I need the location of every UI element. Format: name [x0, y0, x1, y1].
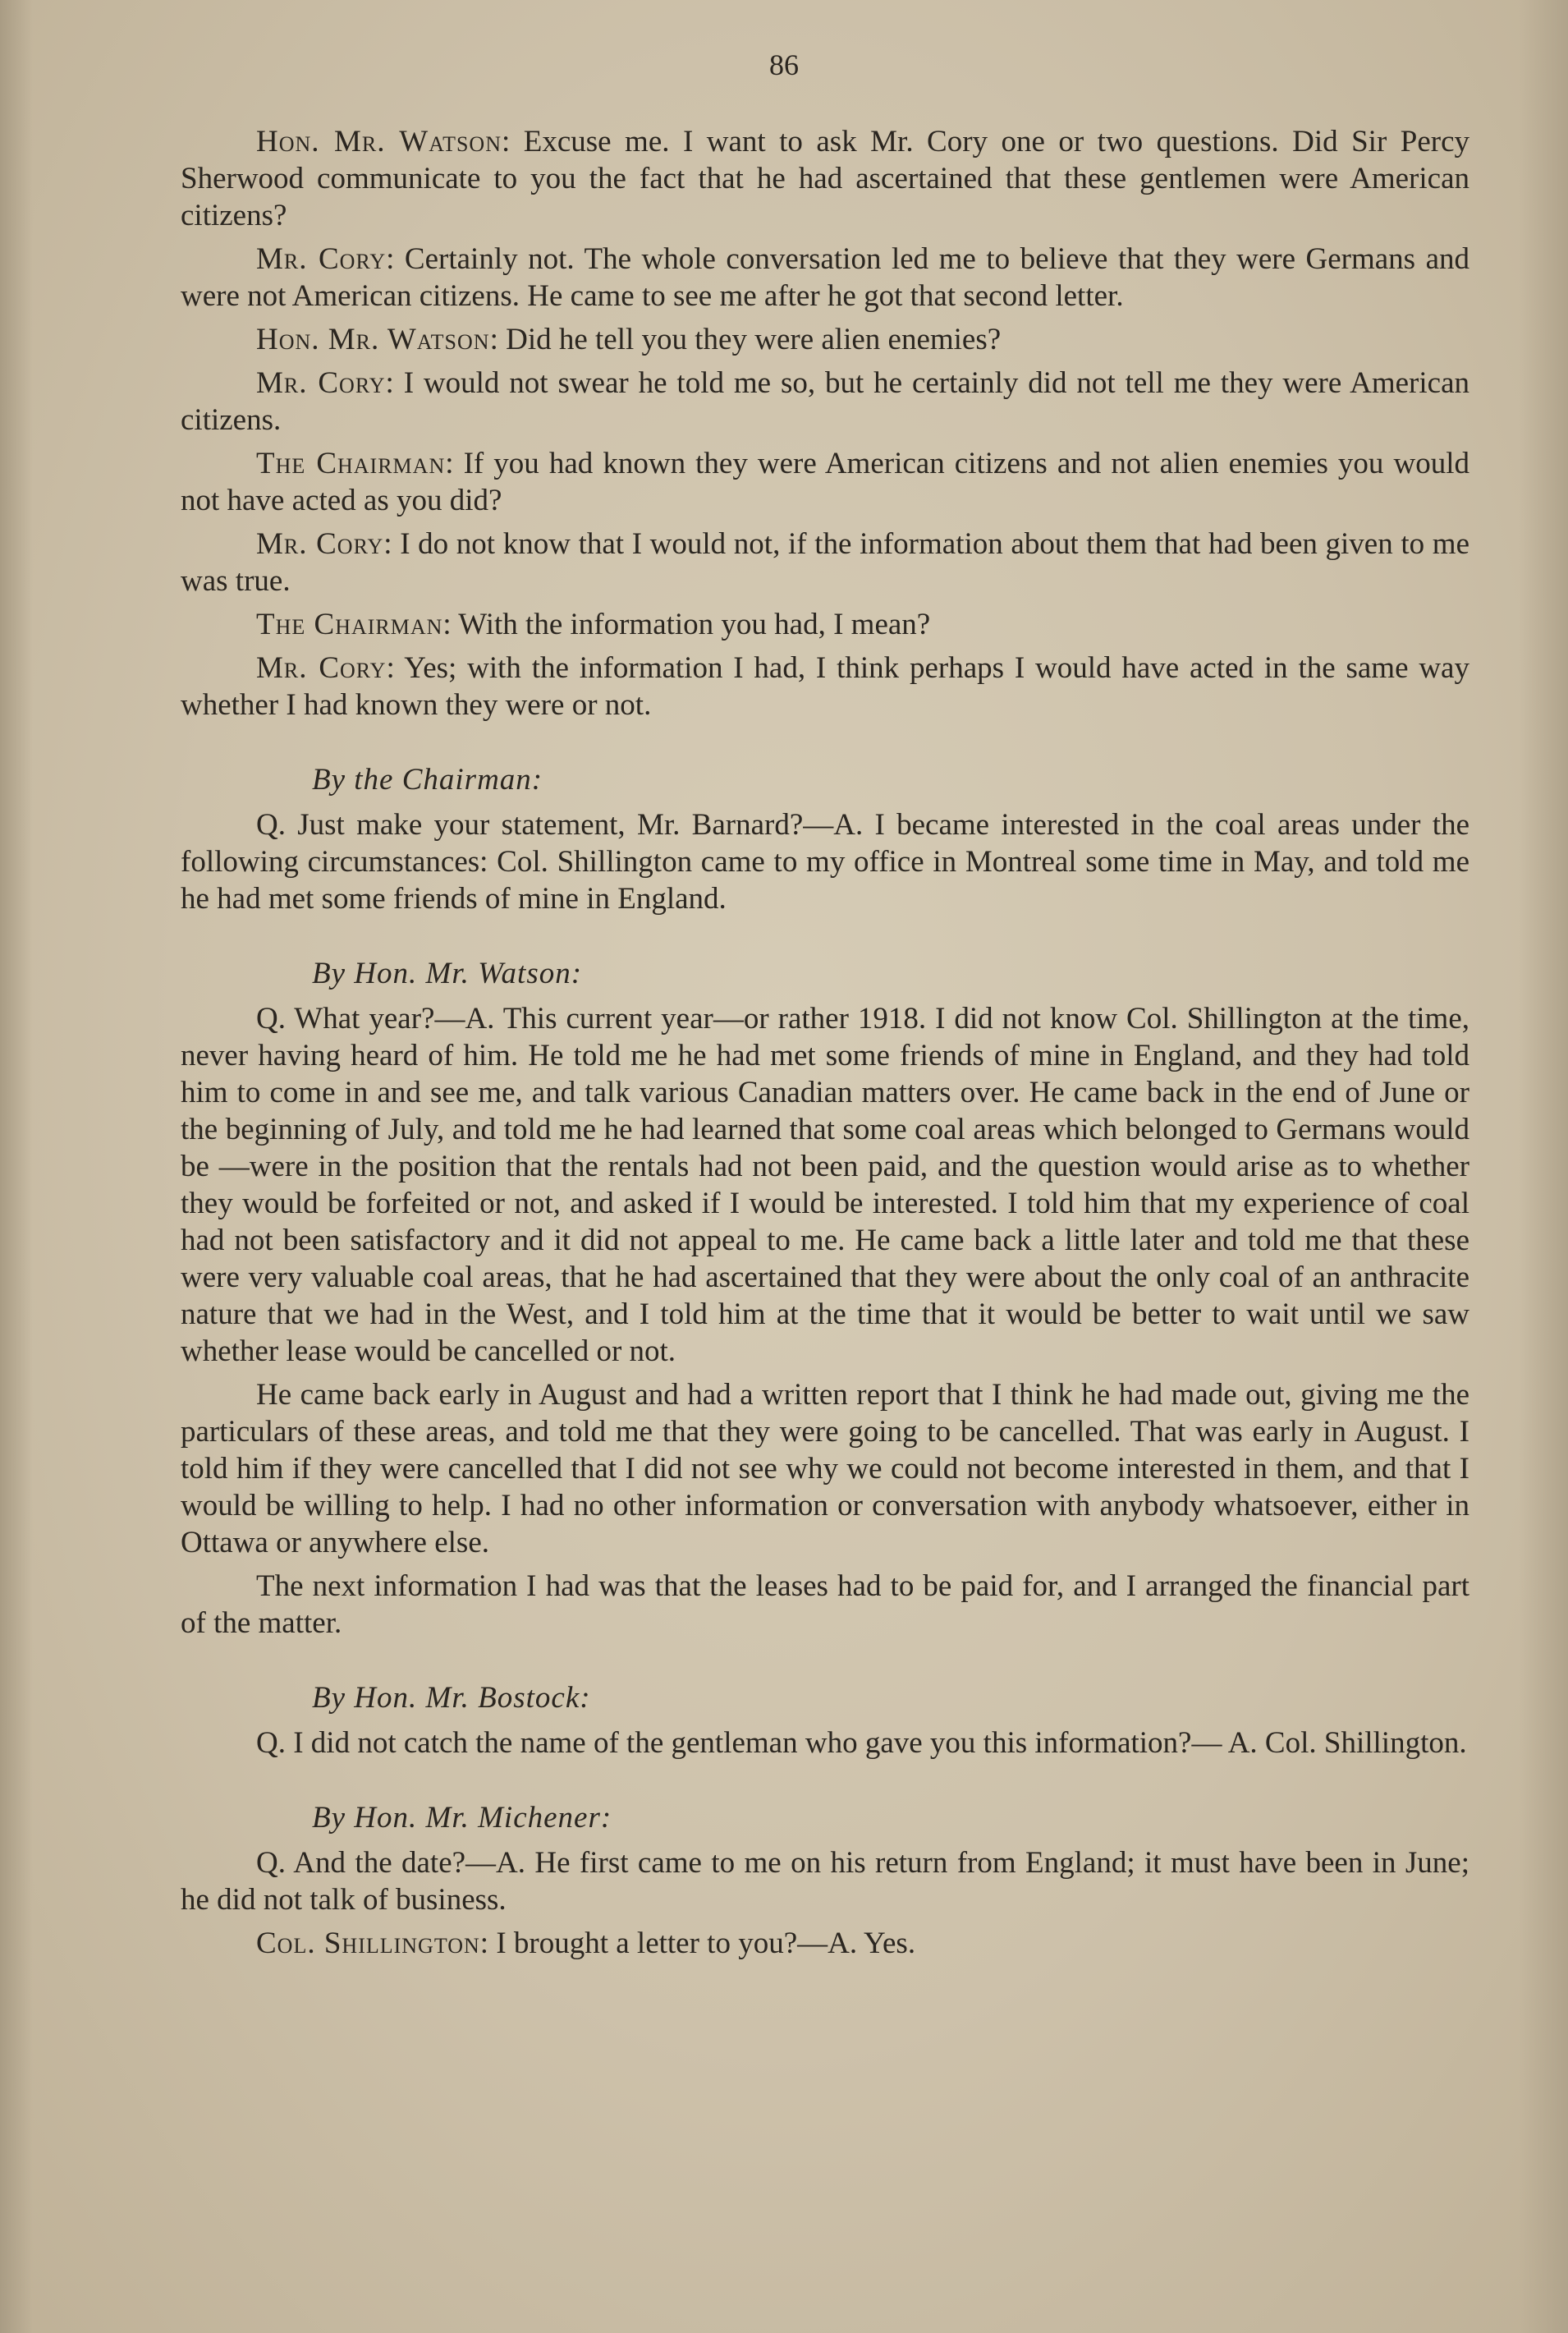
speech-text: Certainly not. The whole conversation led me to believe that they were Germans and were not American citizens. He came to see me after he got that second letter.	[181, 242, 1470, 313]
section-heading: By Hon. Mr. Watson:	[312, 957, 583, 990]
section-heading: By the Chairman:	[312, 763, 543, 797]
speech-text: With the information you had, I mean?	[458, 608, 931, 641]
speaker-name: The Chairman	[256, 447, 446, 480]
speaker-name: Hon. Mr. Watson	[256, 323, 490, 356]
speech-text: I brought a letter to you?—A. Yes.	[496, 1927, 916, 1960]
section-heading: By Hon. Mr. Michener:	[312, 1801, 612, 1835]
speech-text: Did he tell you they were alien enemies?	[506, 323, 1002, 356]
paragraph: Q. What year?—A. This current year—or rather 1918. I did not know Col. Shillington at the time, never having heard of him. He told me he had met some friends of mine in England, and they had told him to come in and see me, and talk various Canadian matters over. He came back in the end of June or the beginning of July, and told me he had learned that some coal areas which belonged to Germans would be —were in the position that the rentals had not been paid, and the question would arise as to whether they would be forfeited or not, and asked if I would be interested. I told him that my experience of coal had not been satisfactory and it did not appeal to me. He came back a little later and told me that these were very valuable coal areas, that he had ascertained that they were about the only coal of an anthracite nature that we had in the West, and I told him at the time that it would be better to wait until we saw whether lease would be cancelled or not.	[181, 1002, 1469, 1368]
paragraph: Col. Shillington: I brought a letter to you?—A. Yes.	[256, 1927, 916, 1960]
speaker-name: Mr. Cory	[256, 527, 384, 561]
speaker-name: The Chairman	[256, 608, 443, 641]
paragraph: The next information I had was that the leases had to be paid for, and I arranged the financial part of the matter.	[181, 1569, 1469, 1640]
speaker-name: Col. Shillington	[256, 1927, 480, 1960]
paragraph: The Chairman: With the information you had, I mean?	[256, 608, 931, 641]
speech-text: I would not swear he told me so, but he certainly did not tell me they were American citizens.	[181, 366, 1469, 437]
page-number: 86	[769, 48, 799, 81]
paragraph: Hon. Mr. Watson: Did he tell you they were alien enemies?	[256, 323, 1002, 356]
paragraph: Q. And the date?—A. He first came to me on his return from England; it must have been in June; he did not talk of business.	[181, 1846, 1469, 1917]
paragraph: The Chairman: If you had known they were American citizens and not alien enemies you would not have acted as you did?	[181, 447, 1469, 517]
paragraph: Mr. Cory: Yes; with the information I had, I think perhaps I would have acted in the same way whether I had known they were or not.	[181, 651, 1469, 722]
paragraph: Q. Just make your statement, Mr. Barnard?—A. I became interested in the coal areas under the following circumstances: Col. Shillington came to my office in Montreal some time in May, and told me he had met some friends of mine in England.	[181, 808, 1469, 916]
speaker-name: Hon. Mr. Watson	[256, 125, 502, 158]
paragraph: Mr. Cory: I do not know that I would not, if the information about them that had been given to me was true.	[181, 527, 1469, 598]
speech-text: Excuse me. I want to ask Mr. Cory one or two questions. Did Sir Percy Sherwood communicate to you the fact that he had ascertained that these gentlemen were American citizens?	[181, 125, 1469, 232]
speech-text: If you had known they were American citizens and not alien enemies you would not have acted as you did?	[181, 447, 1469, 517]
paragraph: Mr. Cory: Certainly not. The whole conversation led me to believe that they were Germans and were not American citizens. He came to see me after he got that second letter.	[181, 242, 1470, 313]
speech-text: Yes; with the information I had, I think perhaps I would have acted in the same way whether I had known they were or not.	[181, 651, 1469, 722]
speech-text: I do not know that I would not, if the information about them that had been given to me was true.	[181, 527, 1469, 598]
paragraph: Q. I did not catch the name of the gentleman who gave you this information?— A. Col. Shillington.	[256, 1726, 1467, 1760]
transcript-body	[181, 123, 1469, 1968]
paragraph: Mr. Cory: I would not swear he told me so, but he certainly did not tell me they were American citizens.	[181, 366, 1469, 437]
paragraph: He came back early in August and had a written report that I think he had made out, giving me the particulars of these areas, and told me that they were going to be cancelled. That was early in August. I told him if they were cancelled that I did not see why we could not become interested in them, and that I would be willing to help. I had no other information or conversation with anybody whatsoever, either in Ottawa or anywhere else.	[181, 1378, 1469, 1559]
speaker-name: Mr. Cory	[256, 242, 387, 276]
speaker-name: Mr. Cory	[256, 651, 387, 685]
section-heading: By Hon. Mr. Bostock:	[312, 1681, 591, 1715]
paragraph: Hon. Mr. Watson: Excuse me. I want to ask Mr. Cory one or two questions. Did Sir Percy Sherwood communicate to you the fact that he had ascertained that these gentlemen were American citizens?	[181, 125, 1469, 232]
speaker-name: Mr. Cory	[256, 366, 386, 400]
